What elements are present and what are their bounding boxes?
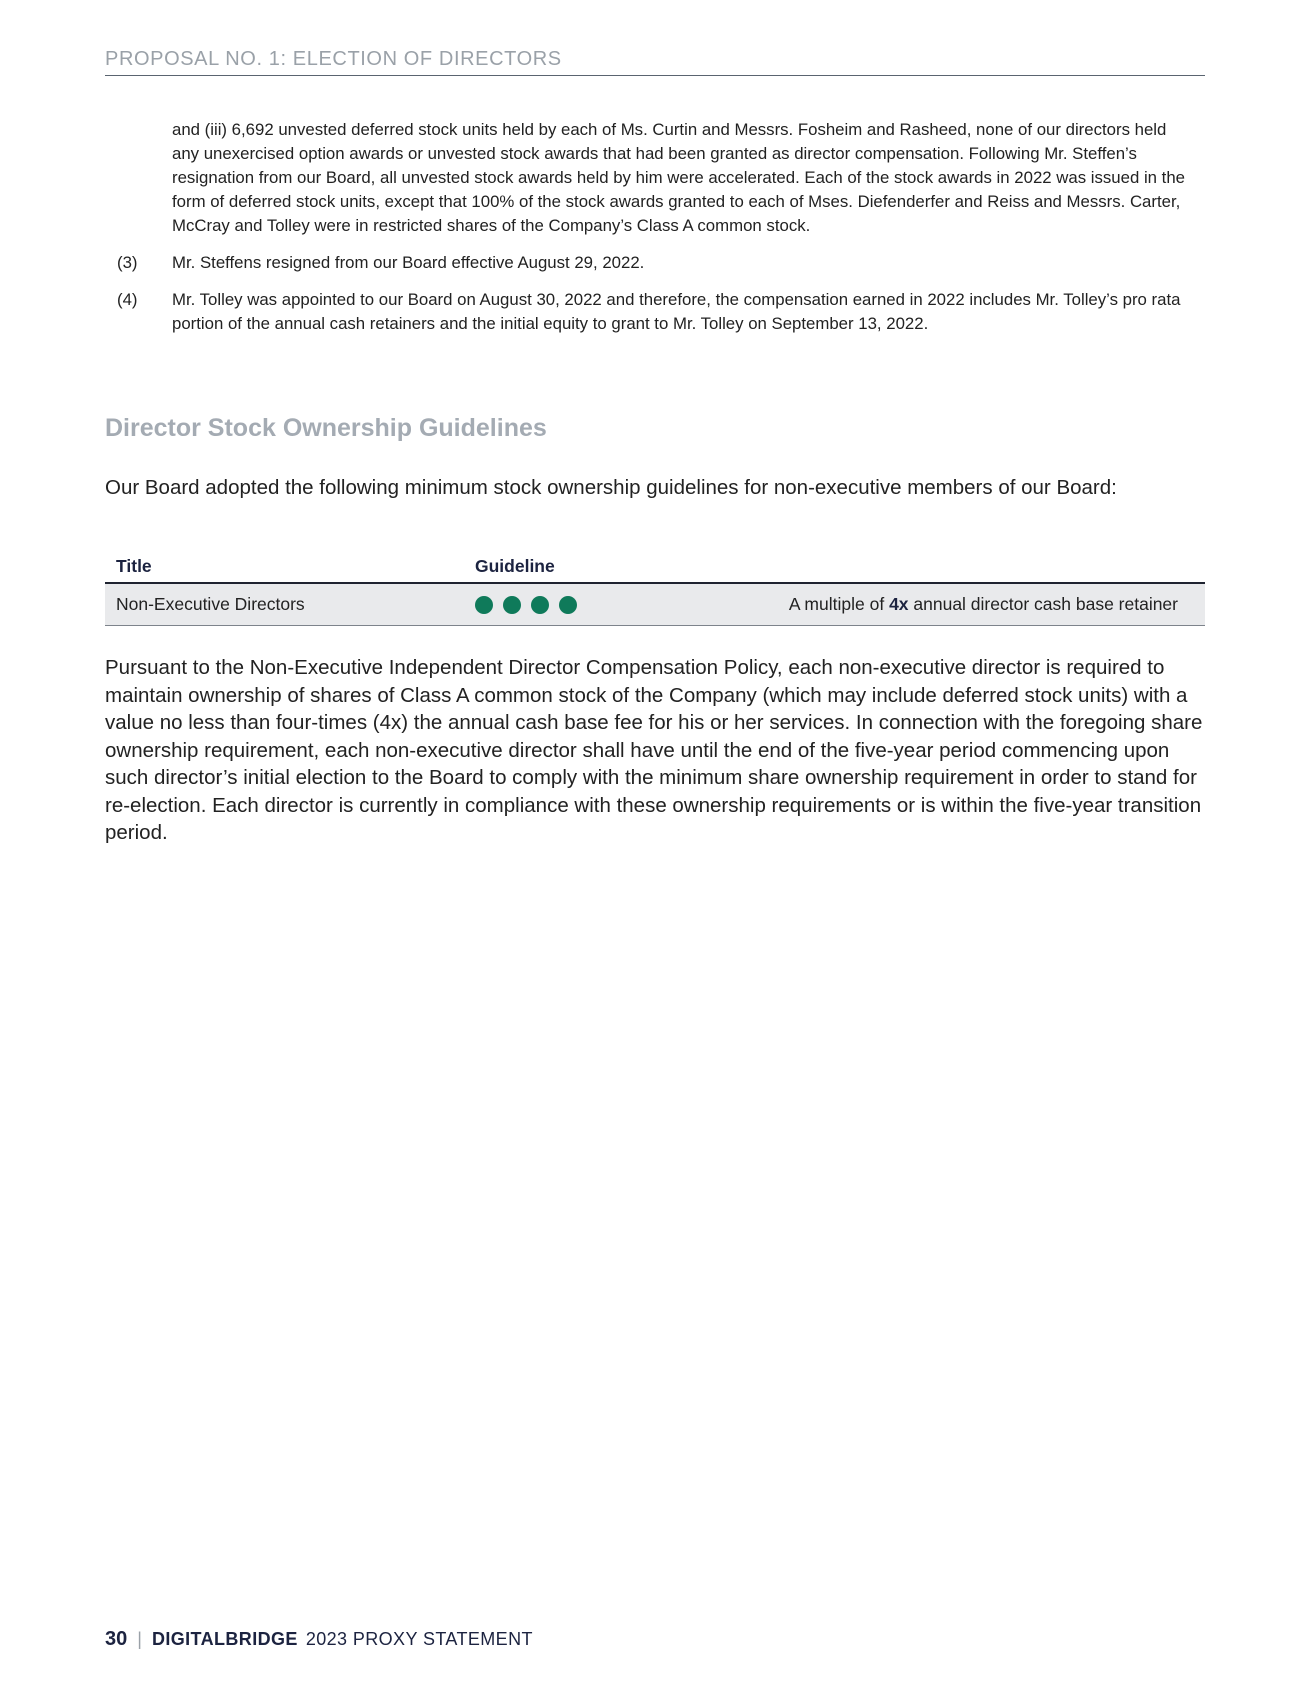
table-row	[105, 584, 1205, 626]
page-number: 30	[105, 1628, 128, 1650]
guideline-prefix: A multiple of	[788, 594, 890, 614]
body-paragraph: Pursuant to the Non-Executive Independent Director Compensation Policy, each non-executive director is required to maintain ownership of shares of Class A common stock of the Company (which may include deferred stock units) with a value no less than four-times (4x) the annual cash base fee for his or her services. In connection with the foregoing share ownership requirement, each non-executive director shall have until the end of the five-year period commencing upon such director’s initial election to the Board to comply with the minimum share ownership requirement in order to stand for re-election. Each director is currently in compliance with these ownership requirements or is within the five-year transition period.	[105, 656, 1203, 844]
footnote-text: Mr. Tolley was appointed to our Board on August 30, 2022 and therefore, the compensation earned in 2022 includes Mr. Tolley’s pro rata portion of the annual cash retainers and the initial equity to grant to Mr. Tolley on September 13, 2022.	[172, 290, 1181, 333]
table-header-row	[105, 550, 1205, 584]
column-header-title: Title	[116, 555, 152, 576]
footer-brand: DIGITALBRIDGE	[151, 1629, 298, 1649]
guideline-dot-icon	[475, 596, 493, 614]
footer-document-name: 2023 PROXY STATEMENT	[305, 1629, 533, 1649]
footnote-3	[105, 251, 1195, 275]
footer-separator: |	[137, 1629, 142, 1649]
column-header-guideline: Guideline	[475, 555, 555, 576]
guideline-dots	[475, 596, 675, 614]
page-header	[105, 48, 1205, 76]
footnote-continuation	[105, 118, 1195, 238]
footnote-continuation-text: and (iii) 6,692 unvested deferred stock units held by each of Ms. Curtin and Messrs. Fosheim and Rasheed, none of our directors held any unexercised option awards or unvested stock awards that had been granted as director compensation. Following Mr. Steffen’s resignation from our Board, all unvested stock awards held by him were accelerated. Each of the stock awards in 2022 was issued in the form of deferred stock units, except that 100% of the stock awards granted to each of Mses. Diefenderfer and Reiss and Messrs. Carter, McCray and Tolley were in restricted shares of the Company’s Class A common stock.	[172, 120, 1186, 235]
row-title: Non-Executive Directors	[116, 594, 305, 614]
guideline-dot-icon	[531, 596, 549, 614]
footnote-4	[105, 288, 1195, 336]
guideline-multiple: 4x	[889, 594, 909, 614]
running-title: PROPOSAL NO. 1: ELECTION OF DIRECTORS	[105, 48, 562, 70]
page-footer	[105, 1628, 533, 1651]
section-title: Director Stock Ownership Guidelines	[105, 414, 547, 442]
guideline-table	[105, 550, 1205, 626]
footnotes	[105, 118, 1195, 349]
row-guideline	[675, 594, 1205, 615]
footnote-number: (3)	[117, 253, 138, 272]
footnote-text: Mr. Steffens resigned from our Board effective August 29, 2022.	[172, 253, 645, 272]
guideline-dot-icon	[559, 596, 577, 614]
guideline-suffix: annual director cash base retainer	[908, 594, 1178, 614]
footnote-number: (4)	[117, 290, 138, 309]
section-intro: Our Board adopted the following minimum stock ownership guidelines for non-executive members of our Board:	[105, 476, 1117, 499]
guideline-dot-icon	[503, 596, 521, 614]
